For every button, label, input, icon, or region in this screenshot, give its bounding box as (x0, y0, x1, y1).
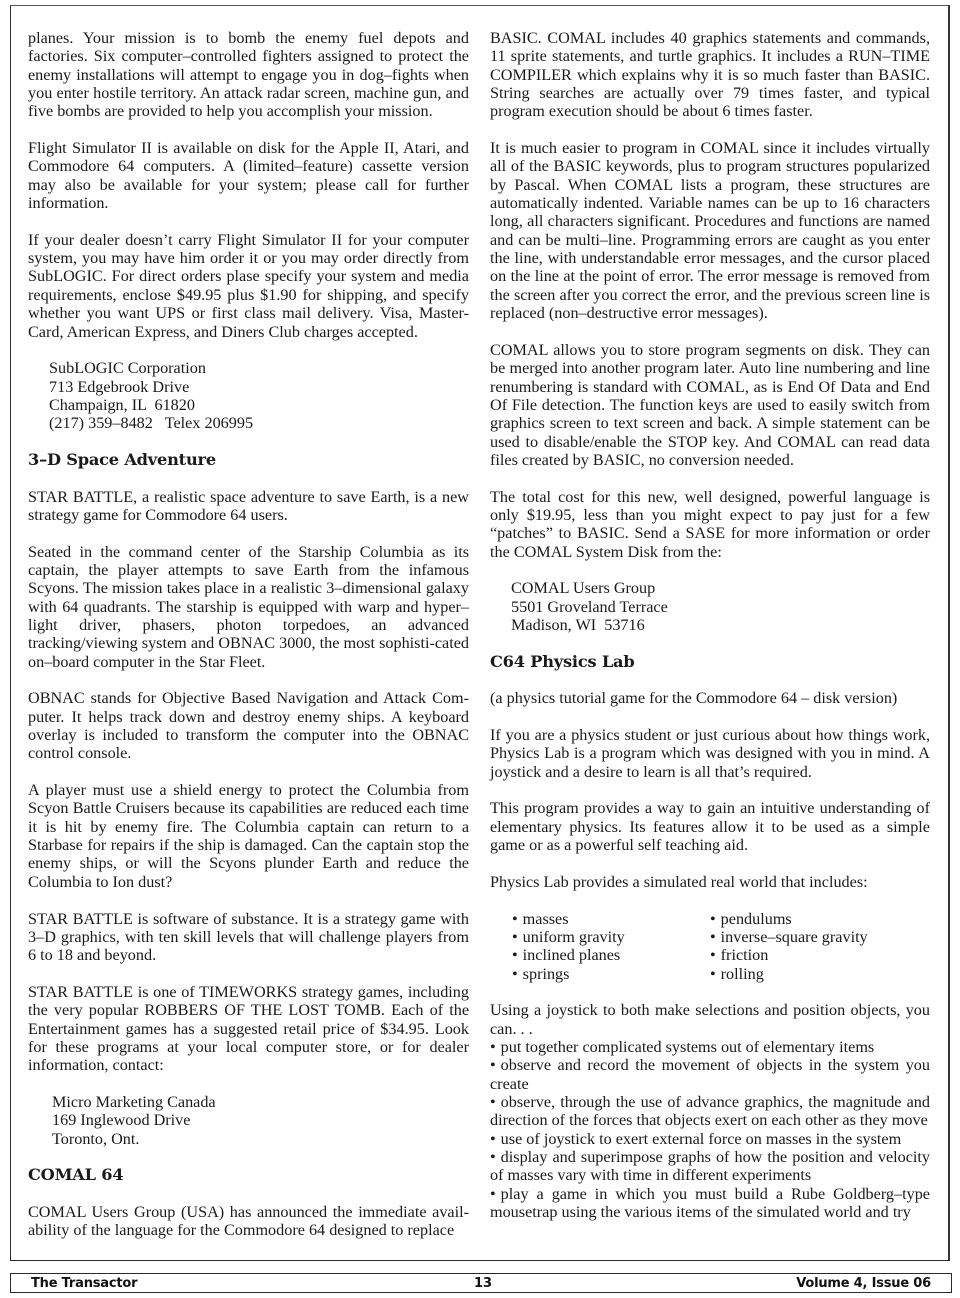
list-item: • inverse–square gravity (710, 928, 868, 946)
includes-list-column-2 (710, 910, 868, 983)
paragraph: Physics Lab provides a simulated real world that includes: (490, 872, 868, 891)
paragraph: COMAL allows you to store program segments on disk. They can be merged into another program later. Auto line numbering and line renumbering is standard with COMAL, as is End Of Data and End Of File detection. The function keys are used to easily switch from graphics screen to text screen and back. A simple statement can be used to disable/enable the STOP key. And COMAL can read data files created by BASIC, no conversion needed. (490, 340, 930, 469)
feature-item: • use of joystick to exert external force on masses in the system (490, 1130, 930, 1148)
micro-marketing-address (28, 1093, 469, 1148)
paragraph: STAR BATTLE is one of TIMEWORKS strategy games, including the very popular ROBBERS OF THE LOST TOMB. Each of the Entertainment games has a suggested retail price of $34.95. Look for these programs at your local computer store, or for dealer information, contact: (28, 982, 469, 1075)
address-line: (217) 359–8482 Telex 206995 (49, 414, 254, 433)
paragraph: Seated in the command center of the Starship Columbia as its captain, the player attempts to save Earth from the infamous Scyons. The mission takes place in a realistic 3–dimensional galaxy with 64 quadrants. The starship is equipped with warp and hyper–light driver, phasers, photon torpedoes, an advanced tracking/viewing system and OBNAC 3000, the most sophisti-cated on–board computer in the Star Fleet. (28, 542, 469, 671)
paragraph: planes. Your mission is to bomb the enemy fuel depots and factories. Six computer–controlled fighters assigned to protect the enemy installations will attempt to engage you in dog–fights when you enter hostile territory. An attack radar screen, machine gun, and five bombs are provided to help you accomplish your mission. (28, 29, 469, 121)
paragraph: A player must use a shield energy to protect the Columbia from Scyon Battle Cruisers because its capabilities are reduced each time it is hit by enemy fire. The Columbia captain can return to a Starbase for repairs if the ship is damaged. Can the captain stop the enemy ships, or will the Scyons plunder Earth and reduce the Columbia to Ion dust? (28, 781, 469, 891)
list-item: • rolling (710, 965, 868, 983)
list-item: • pendulums (710, 910, 868, 928)
left-column (28, 29, 469, 1258)
right-column (490, 29, 930, 1221)
section-heading-physics-lab: C64 Physics Lab (490, 651, 635, 671)
list-item: • inclined planes (512, 946, 710, 964)
feature-item: • observe and record the movement of objects in the system you create (490, 1056, 930, 1093)
paragraph: (a physics tutorial game for the Commodore 64 – disk version) (490, 689, 898, 708)
publication-name: The Transactor (31, 1276, 138, 1291)
address-line: 713 Edgebrook Drive (49, 377, 190, 396)
list-item: • springs (512, 965, 710, 983)
sublogic-address (28, 359, 469, 432)
paragraph: STAR BATTLE is software of substance. It is a strategy game with 3–D graphics, with ten skill levels that will challenge players from 6 to 18 and beyond. (28, 909, 469, 965)
feature-item: • play a game in which you must build a Rube Goldberg–type mousetrap using the various items of the simulated world and try (490, 1185, 930, 1222)
address-line: 5501 Groveland Terrace (511, 597, 668, 616)
paragraph: OBNAC stands for Objective Based Navigation and Attack Com-puter. It helps track down and destroy enemy ships. A keyboard overlay is included to transform the computer into the OBNAC control console. (28, 689, 469, 763)
paragraph: BASIC. COMAL includes 40 graphics statements and commands, 11 sprite statements, and turtle graphics. It includes a RUN–TIME COMPILER which explains why it is so much faster than BASIC. String searches are actually over 79 times faster, and typical program execution should be about 6 times faster. (490, 29, 930, 121)
paragraph: It is much easier to program in COMAL since it includes virtually all of the BASIC keywords, plus to program structures popularized by Pascal. When COMAL lists a program, these structures are automatically indented. Variable names can be up to 16 characters long, all characters significant. Procedures and functions are named and can be multi–line. Programming errors are caught as you enter the line, with understandable error messages, and the cursor placed on the line at the point of error. The error message is removed from the screen after you correct the error, and the previous screen line is replaced (non–destructive error messages). (490, 139, 930, 323)
includes-list (490, 910, 930, 983)
comal-users-group-address (490, 579, 930, 634)
features-list (490, 1038, 930, 1221)
feature-item: • put together complicated systems out of elementary items (490, 1038, 930, 1056)
paragraph: If your dealer doesn’t carry Flight Simulator II for your computer system, you may have him order it or you may order directly from SubLOGIC. For direct orders plase specify your system and media requirements, enclose $49.95 plus $1.90 for shipping, and specify whether you want UPS or first class mail delivery. Visa, Master-Card, American Express, and Diners Club charges accepted. (28, 230, 469, 341)
address-line: 169 Inglewood Drive (52, 1111, 191, 1130)
address-line: SubLOGIC Corporation (49, 359, 206, 378)
page-number: 13 (474, 1276, 493, 1291)
address-line: Champaign, IL 61820 (49, 395, 195, 414)
feature-item: • observe, through the use of advance graphics, the magnitude and direction of the forces that objects exert on each other as they move (490, 1093, 930, 1130)
section-heading-comal: COMAL 64 (28, 1165, 124, 1185)
list-item: • friction (710, 946, 868, 964)
issue-label: Volume 4, Issue 06 (796, 1276, 931, 1291)
address-line: COMAL Users Group (511, 579, 656, 598)
paragraph: If you are a physics student or just curious about how things work, Physics Lab is a program which was designed with you in mind. A joystick and a desire to learn is all that’s required. (490, 726, 930, 781)
includes-list-column-1 (512, 910, 710, 983)
page-footer (10, 1273, 952, 1293)
list-item: • masses (512, 910, 710, 928)
paragraph: Using a joystick to both make selections and position objects, you can. . . (490, 1001, 930, 1038)
address-line: Madison, WI 53716 (511, 616, 645, 634)
address-line: Micro Marketing Canada (52, 1092, 216, 1111)
list-item: • uniform gravity (512, 928, 710, 946)
paragraph: The total cost for this new, well designed, powerful language is only $19.95, less than you might expect to pay just for a few “patches” to BASIC. Send a SASE for more information or order the COMAL System Disk from the: (490, 487, 930, 561)
paragraph: COMAL Users Group (USA) has announced the immediate avail-ability of the language for the Commodore 64 designed to replace (28, 1203, 469, 1240)
section-heading-space-adventure: 3–D Space Adventure (28, 449, 216, 469)
address-line: Toronto, Ont. (52, 1129, 140, 1148)
feature-item: • display and superimpose graphs of how the position and velocity of masses vary with time in different experiments (490, 1148, 930, 1185)
paragraph: This program provides a way to gain an intuitive understanding of elementary physics. Its features allow it to be used as a simple game or as a powerful self teaching aid. (490, 799, 930, 855)
paragraph: Flight Simulator II is available on disk for the Apple II, Atari, and Commodore 64 computers. A (limited–feature) cassette version may also be available for your system; please call for further information. (28, 139, 469, 213)
paragraph: STAR BATTLE, a realistic space adventure to save Earth, is a new strategy game for Commodore 64 users. (28, 487, 469, 524)
